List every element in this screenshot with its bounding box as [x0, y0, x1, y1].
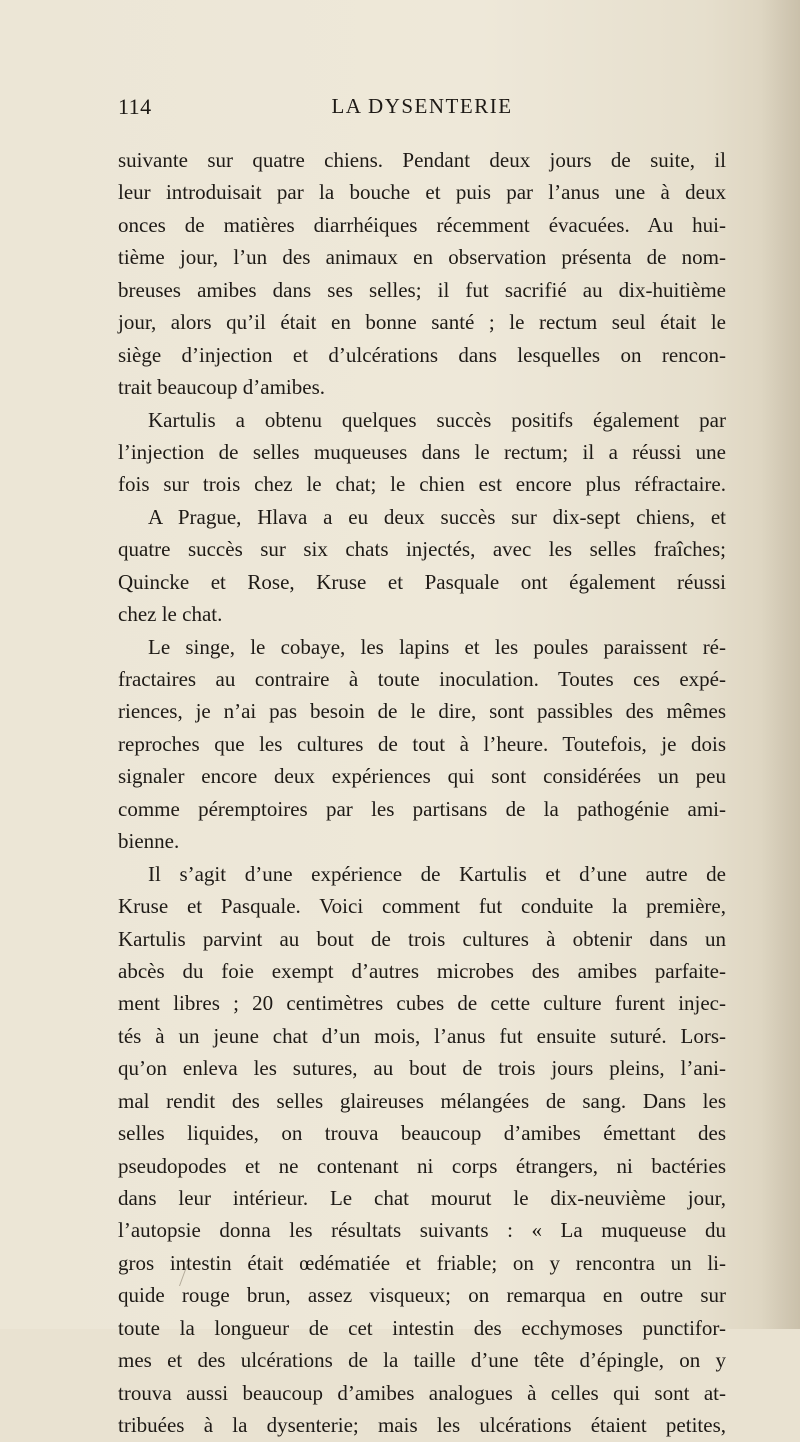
- text-line: breuses amibes dans ses selles; il fut sacrifié au dix-huitième: [118, 277, 726, 302]
- text-line: siège d’injection et d’ulcérations dans lesquelles on rencon-: [118, 342, 726, 367]
- text-line: mes et des ulcérations de la taille d’une tête d’épingle, on y: [118, 1348, 726, 1373]
- text-line: Le singe, le cobaye, les lapins et les poules paraissent ré-: [148, 634, 726, 659]
- text-line: riences, je n’ai pas besoin de le dire, sont passibles des mêmes: [118, 699, 726, 724]
- text-line: comme péremptoires par les partisans de la pathogénie ami-: [118, 796, 726, 821]
- text-line: bienne.: [118, 829, 180, 854]
- text-line: trouva aussi beaucoup d’amibes analogues à celles qui sont at-: [118, 1380, 726, 1405]
- text-line: selles liquides, on trouva beaucoup d’amibes émettant des: [118, 1121, 726, 1146]
- text-line: pseudopodes et ne contenant ni corps étrangers, ni bactéries: [118, 1153, 726, 1178]
- text-line: chez le chat.: [118, 602, 223, 627]
- text-line: Kruse et Pasquale. Voici comment fut conduite la première,: [118, 894, 726, 919]
- text-line: mal rendit des selles glaireuses mélangées de sang. Dans les: [118, 1088, 726, 1113]
- text-line: fois sur trois chez le chat; le chien est encore plus réfractaire.: [118, 472, 726, 497]
- text-line: l’injection de selles muqueuses dans le rectum; il a réussi une: [118, 439, 726, 464]
- text-line: leur introduisait par la bouche et puis par l’anus une à deux: [118, 180, 726, 205]
- text-line: qu’on enleva les sutures, au bout de trois jours pleins, l’ani-: [118, 1056, 726, 1081]
- page-number: 114: [118, 94, 152, 119]
- text-line: gros intestin était œdématiée et friable; on y rencontra un li-: [118, 1250, 726, 1275]
- text-line: Quincke et Rose, Kruse et Pasquale ont également réussi: [118, 569, 726, 594]
- text-line: abcès du foie exempt d’autres microbes des amibes parfaite-: [118, 958, 726, 983]
- text-line: tribuées à la dysenterie; mais les ulcérations étaient petites,: [118, 1413, 726, 1438]
- text-line: quatre succès sur six chats injectés, avec les selles fraîches;: [118, 537, 726, 562]
- text-line: onces de matières diarrhéiques récemment évacuées. Au hui-: [118, 212, 726, 237]
- running-title: LA DYSENTERIE: [331, 94, 513, 118]
- text-line: suivante sur quatre chiens. Pendant deux jours de suite, il: [118, 148, 726, 172]
- text-line: reproches que les cultures de tout à l’heure. Toutefois, je dois: [118, 731, 726, 756]
- body-text: [118, 144, 726, 1442]
- text-line: ment libres ; 20 centimètres cubes de cette culture furent injec-: [118, 991, 726, 1016]
- text-line: quide rouge brun, assez visqueux; on remarqua en outre sur: [118, 1283, 726, 1308]
- text-line: jour, alors qu’il était en bonne santé ; le rectum seul était le: [118, 310, 726, 335]
- text-line: A Prague, Hlava a eu deux succès sur dix-sept chiens, et: [148, 504, 726, 529]
- text-line: toute la longueur de cet intestin des ecchymoses punctifor-: [118, 1315, 726, 1340]
- text-line: l’autopsie donna les résultats suivants : « La muqueuse du: [118, 1218, 726, 1243]
- text-line: trait beaucoup d’amibes.: [118, 375, 326, 400]
- text-line: dans leur intérieur. Le chat mourut le dix-neuvième jour,: [118, 1186, 726, 1210]
- text-line: fractaires au contraire à toute inoculation. Toutes ces expé-: [118, 667, 726, 691]
- text-line: Il s’agit d’une expérience de Kartulis et d’une autre de: [148, 861, 726, 886]
- text-line: Kartulis a obtenu quelques succès positifs également par: [148, 407, 726, 432]
- text-line: tième jour, l’un des animaux en observation présenta de nom-: [118, 245, 726, 270]
- text-line: tés à un jeune chat d’un mois, l’anus fut ensuite suturé. Lors-: [118, 1023, 726, 1048]
- page-header: [118, 94, 726, 128]
- text-line: Kartulis parvint au bout de trois cultures à obtenir dans un: [118, 926, 726, 951]
- page-edge-shadow: [760, 0, 800, 1329]
- text-line: signaler encore deux expériences qui sont considérées un peu: [118, 764, 726, 789]
